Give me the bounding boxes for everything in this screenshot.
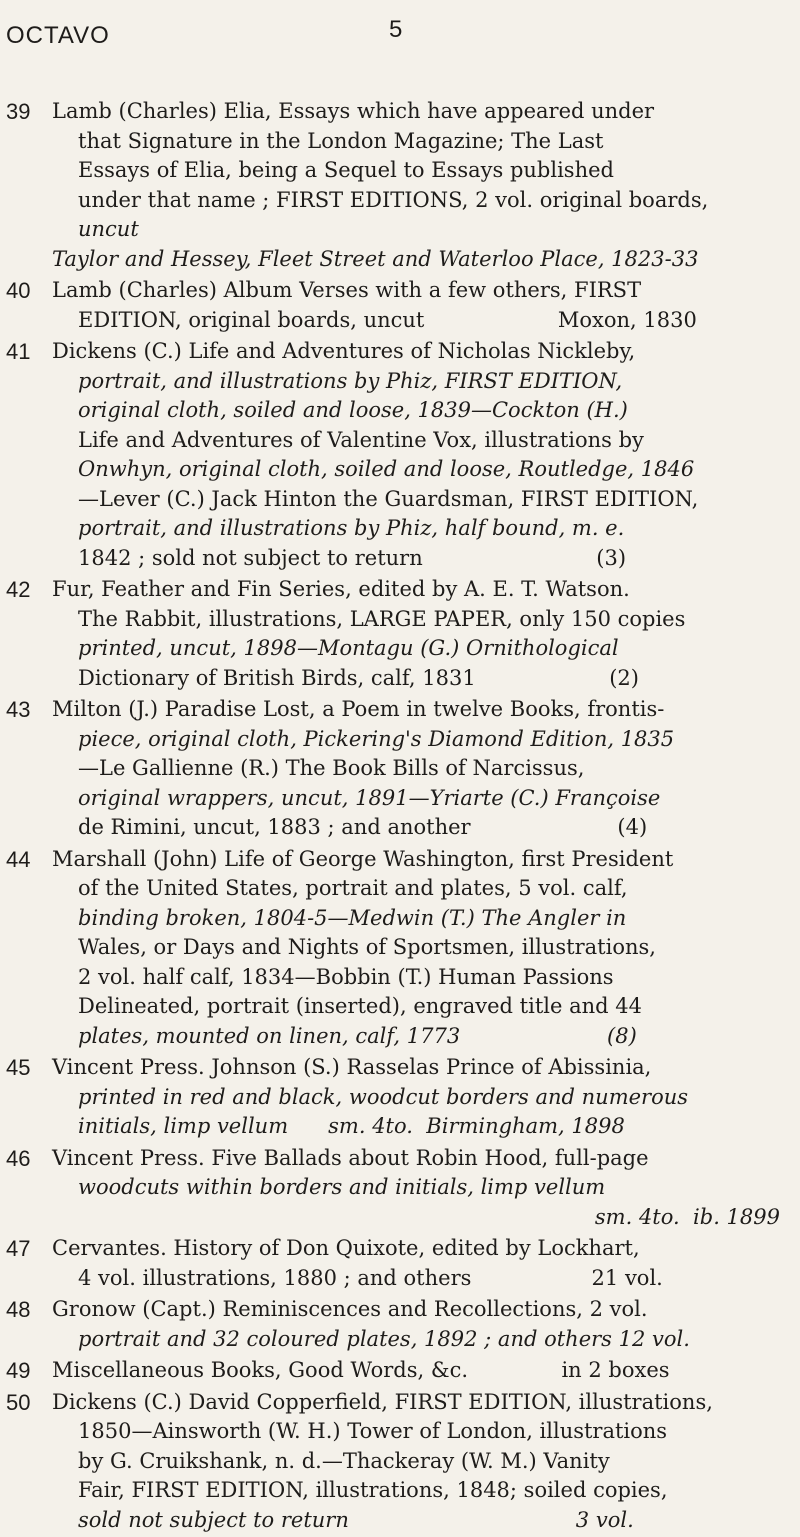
lot-description bbox=[52, 276, 780, 335]
description-line: printed, uncut, 1898—Montagu (G.) Ornithological bbox=[78, 636, 619, 660]
description-line: original cloth, soiled and loose, 1839—Cockton (H.) bbox=[78, 398, 628, 422]
catalogue-entry bbox=[0, 1234, 780, 1293]
description-line: portrait and 32 coloured plates, 1892 ; and others 12 vol. bbox=[78, 1326, 690, 1351]
lot-description bbox=[52, 337, 780, 573]
lot-number: 40 bbox=[6, 278, 31, 303]
lot-number: 43 bbox=[6, 697, 31, 722]
lot-description bbox=[52, 1356, 780, 1386]
catalogue-entry bbox=[0, 1144, 780, 1233]
lot-number: 46 bbox=[6, 1145, 31, 1171]
description-line: initials, limp vellum sm. 4to. Birmingham, 1898 bbox=[78, 1114, 625, 1138]
lot-number: 50 bbox=[6, 1389, 31, 1415]
description-line: Essays of Elia, being a Sequel to Essays published bbox=[78, 158, 614, 182]
lot-number: 39 bbox=[6, 99, 31, 124]
description-line: Life and Adventures of Valentine Vox, illustrations by bbox=[78, 427, 644, 452]
running-head: OCTAVO bbox=[6, 22, 110, 49]
description-line: 1850—Ainsworth (W. H.) Tower of London, illustrations bbox=[78, 1419, 668, 1443]
lot-description bbox=[52, 97, 780, 274]
description-line: Fair, FIRST EDITION, illustrations, 1848; soiled copies, bbox=[78, 1478, 668, 1502]
lot-number: 48 bbox=[6, 1297, 31, 1322]
description-line: Vincent Press. Johnson (S.) Rasselas Prince of Abissinia, bbox=[52, 1055, 652, 1079]
description-line: under that name ; FIRST EDITIONS, 2 vol. original boards, bbox=[78, 187, 709, 212]
description-line: portrait, and illustrations by Phiz, half bound, m. e. bbox=[78, 516, 625, 540]
description-line: sold not subject to return 3 vol. bbox=[78, 1507, 634, 1532]
description-line: Dickens (C.) Life and Adventures of Nicholas Nickleby, bbox=[52, 339, 636, 363]
catalogue-entry bbox=[0, 337, 780, 573]
description-line: Marshall (John) Life of George Washington, first President bbox=[52, 846, 674, 871]
catalogue-entry bbox=[0, 695, 780, 843]
description-line: Dictionary of British Birds, calf, 1831 (2) bbox=[78, 665, 639, 690]
description-line: —Le Gallienne (R.) The Book Bills of Narcissus, bbox=[78, 756, 585, 780]
catalogue-entry bbox=[0, 1356, 780, 1386]
page-number: 5 bbox=[389, 16, 403, 43]
description-line: of the United States, portrait and plates, 5 vol. calf, bbox=[78, 876, 628, 900]
description-line: Taylor and Hessey, Fleet Street and Waterloo Place, 1823-33 bbox=[52, 246, 699, 271]
description-line: that Signature in the London Magazine; The Last bbox=[78, 128, 604, 153]
description-line: Vincent Press. Five Ballads about Robin Hood, full-page bbox=[52, 1145, 649, 1170]
catalogue-entry bbox=[0, 97, 780, 274]
description-line: 1842 ; sold not subject to return (3) bbox=[78, 545, 627, 570]
description-line: The Rabbit, illustrations, LARGE PAPER, only 150 copies bbox=[78, 606, 686, 631]
lot-number: 41 bbox=[6, 339, 31, 364]
catalogue-entry bbox=[0, 1295, 780, 1354]
description-line: by G. Cruikshank, n. d.—Thackeray (W. M.) Vanity bbox=[78, 1448, 610, 1473]
description-line: woodcuts within borders and initials, limp vellum bbox=[78, 1175, 606, 1199]
description-line: Lamb (Charles) Elia, Essays which have appeared under bbox=[52, 99, 655, 123]
catalogue-entries bbox=[0, 97, 780, 1537]
lot-description bbox=[52, 575, 780, 693]
description-line: Miscellaneous Books, Good Words, &c. in 2 boxes bbox=[52, 1358, 670, 1382]
description-line: de Rimini, uncut, 1883 ; and another (4) bbox=[78, 815, 648, 839]
description-line: portrait, and illustrations by Phiz, FIRST EDITION, bbox=[78, 368, 623, 393]
description-line: Gronow (Capt.) Reminiscences and Recollections, 2 vol. bbox=[52, 1297, 648, 1321]
page-header bbox=[0, 14, 800, 54]
lot-description bbox=[52, 1234, 780, 1293]
description-line: binding broken, 1804-5—Medwin (T.) The Angler in bbox=[78, 905, 627, 930]
lot-number: 42 bbox=[6, 577, 31, 602]
lot-description bbox=[52, 845, 780, 1052]
description-line: uncut bbox=[78, 217, 139, 241]
description-line: printed in red and black, woodcut borders and numerous bbox=[78, 1084, 689, 1109]
description-line: 2 vol. half calf, 1834—Bobbin (T.) Human Passions bbox=[78, 964, 614, 989]
description-line: —Lever (C.) Jack Hinton the Guardsman, FIRST EDITION, bbox=[78, 486, 699, 511]
lot-number: 49 bbox=[6, 1358, 31, 1383]
catalogue-entry bbox=[0, 1053, 780, 1142]
lot-description bbox=[52, 1144, 780, 1233]
catalogue-entry bbox=[0, 276, 780, 335]
lot-description bbox=[52, 1053, 780, 1142]
catalogue-entry bbox=[0, 845, 780, 1052]
description-line: Fur, Feather and Fin Series, edited by A. E. T. Watson. bbox=[52, 577, 630, 601]
description-line: plates, mounted on linen, calf, 1773 (8) bbox=[78, 1023, 637, 1048]
description-line: Milton (J.) Paradise Lost, a Poem in twelve Books, frontis- bbox=[52, 697, 665, 721]
lot-description bbox=[52, 1388, 780, 1536]
description-line: EDITION, original boards, uncut Moxon, 1830 bbox=[78, 307, 697, 332]
lot-description bbox=[52, 1295, 780, 1354]
catalogue-entry bbox=[0, 575, 780, 693]
catalogue-entry bbox=[0, 1388, 780, 1536]
description-line: original wrappers, uncut, 1891—Yriarte (C.) Françoise bbox=[78, 785, 661, 810]
description-line: Onwhyn, original cloth, soiled and loose, Routledge, 1846 bbox=[78, 457, 695, 481]
description-line: Wales, or Days and Nights of Sportsmen, illustrations, bbox=[78, 935, 656, 959]
description-line: 4 vol. illustrations, 1880 ; and others 21 vol. bbox=[78, 1265, 663, 1290]
description-line: sm. 4to. ib. 1899 bbox=[594, 1204, 780, 1229]
lot-number: 44 bbox=[6, 846, 31, 872]
description-line: piece, original cloth, Pickering's Diamond Edition, 1835 bbox=[78, 726, 675, 751]
description-line: Dickens (C.) David Copperfield, FIRST EDITION, illustrations, bbox=[52, 1389, 713, 1414]
description-line: Delineated, portrait (inserted), engraved title and 44 bbox=[78, 994, 642, 1018]
lot-number: 45 bbox=[6, 1055, 31, 1080]
lot-description bbox=[52, 695, 780, 843]
description-line: Lamb (Charles) Album Verses with a few others, FIRST bbox=[52, 278, 642, 302]
lot-number: 47 bbox=[6, 1236, 31, 1261]
description-line: Cervantes. History of Don Quixote, edited by Lockhart, bbox=[52, 1236, 640, 1260]
